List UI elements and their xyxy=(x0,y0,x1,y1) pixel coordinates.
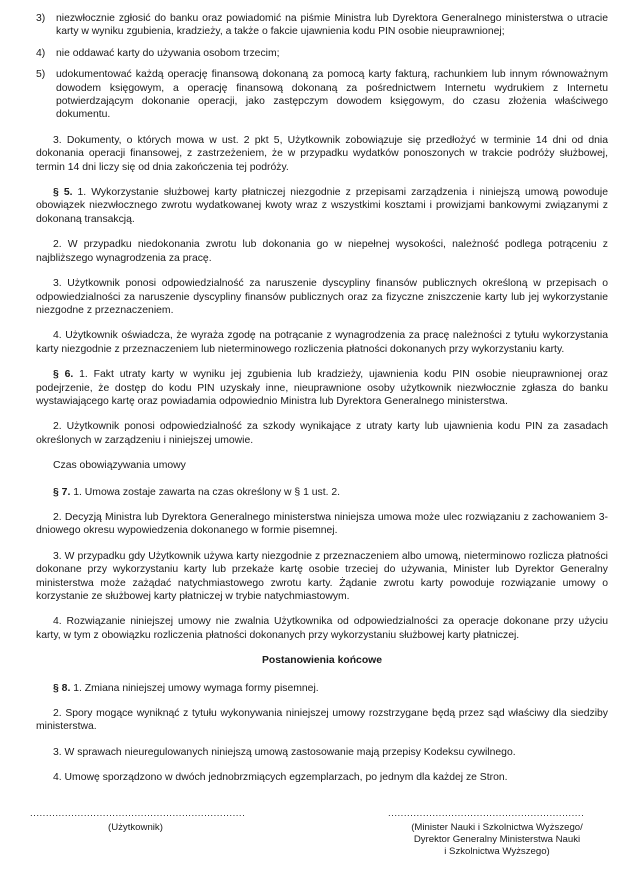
list-item-3 xyxy=(36,12,608,39)
section7-paragraph-2: 2. Decyzją Ministra lub Dyrektora Generalnego ministerstwa niniejsza umowa może ulec rozwiązaniu z zachowaniem 3-dniowego okresu wypowiedzenia dokonanego w formie pisemnej. xyxy=(36,511,608,537)
section7-paragraph-4: 4. Rozwiązanie niniejszej umowy nie zwalnia Użytkownika od odpowiedzialności za operacje dokonane przy użyciu karty, w tym z obowiązku rozliczenia płatności dokonanych przy wykorzystaniu służbowej karty płatniczej. xyxy=(36,616,608,641)
section8-paragraph-3: 3. W sprawach nieuregulowanych niniejszą umową zastosowanie mają przepisy Kodeksu cywilnego. xyxy=(53,746,516,758)
signature-line: .................................................................... xyxy=(30,808,246,819)
list-item-text: niezwłocznie zgłosić do banku oraz powiadomić na piśmie Ministra lub Dyrektora Generalnego ministerstwa o utracie karty w wyniku zgubienia, kradzieży, a także o fakcie ujawnienia kodu PIN osobie nieuprawnionej; xyxy=(56,13,608,38)
section5-paragraph-2: 2. W przypadku niedokonania zwrotu lub dokonania go w niepełnej wysokości, należność podlega potrąceniu z najbliższego wynagrodzenia za pracę. xyxy=(36,239,608,264)
list-item-5 xyxy=(36,68,608,122)
minister-signature-caption-line-3: i Szkolnictwa Wyższego) xyxy=(444,846,550,857)
final-provisions-heading: Postanowienia końcowe xyxy=(261,655,383,667)
section5-paragraph-4: 4. Użytkownik oświadcza, że wyraża zgodę na potrącanie z wynagrodzenia za pracę należności z tytułu wykorzystania karty niezgodnie z przeznaczeniem lub nieterminowego rozliczenia płatności dokonanych przy wykorzystaniu karty. xyxy=(36,330,608,355)
section5-marker: § 5. xyxy=(53,187,73,199)
section5-paragraph-3: 3. Użytkownik ponosi odpowiedzialność za naruszenie dyscypliny finansów publicznych określoną w przepisach o odpowiedzialności za naruszenie dyscypliny finansów publicznych oraz za fizyczne zniszczenie karty lub jej wykorzystanie niezgodne z przeznaczeniem. xyxy=(36,278,608,316)
section8-paragraph-2: 2. Spory mogące wyniknąć z tytułu wykonywania niniejszej umowy rozstrzygane będą przez sąd właściwy dla siedziby ministerstwa. xyxy=(36,708,608,733)
section8-p1-text: 1. Zmiana niniejszej umowy wymaga formy pisemnej. xyxy=(70,682,319,694)
section5-paragraph-1 xyxy=(36,186,608,226)
section7-paragraph-1 xyxy=(36,486,608,499)
section6-p1-text: 1. Fakt utraty karty w wyniku jej zgubienia lub kradzieży, ujawnienia kodu PIN osobie nieuprawnionej oraz podejrzenie, że dostęp do kodu PIN uzyskały inne, nieuprawnione osoby użytkownik niezwłocznie zgłasza do banku wystawiającego kartę oraz powiadamia odpowiednio Ministra lub Dyrektora Generalnego ministerstwa. xyxy=(36,369,608,407)
user-signature-caption: (Użytkownik) xyxy=(108,822,163,833)
section7-p1-text: 1. Umowa zostaje zawarta na czas określony w § 1 ust. 2. xyxy=(70,486,341,498)
list-item-text: nie oddawać karty do używania osobom trzecim; xyxy=(56,47,280,59)
section8-paragraph-4: 4. Umowę sporządzono w dwóch jednobrzmiących egzemplarzach, po jednym dla każdej ze Stron. xyxy=(53,772,508,784)
minister-signature-caption-line-1: (Minister Nauki i Szkolnictwa Wyższego/ xyxy=(411,822,583,833)
section7-marker: § 7. xyxy=(53,486,71,498)
user-signature xyxy=(30,808,270,858)
section6-marker: § 6. xyxy=(53,369,74,381)
signature-block xyxy=(30,808,606,858)
section6-paragraph-2: 2. Użytkownik ponosi odpowiedzialność za szkody wynikające z utraty karty lub ujawnienia kodu PIN za zasadach określonych w zarządzeniu i niniejszej umowie. xyxy=(36,421,608,446)
minister-signature-caption-line-2: Dyrektor Generalny Ministerstwa Nauki xyxy=(413,834,581,845)
list-item-number: 4) xyxy=(36,47,46,59)
list-item-number: 5) xyxy=(36,69,46,81)
minister-signature xyxy=(388,808,606,858)
term-heading: Czas obowiązywania umowy xyxy=(53,460,186,472)
section7-paragraph-3: 3. W przypadku gdy Użytkownik używa karty niezgodnie z przeznaczeniem albo umową, nieterminowo rozlicza płatności dokonane przy wykorzystaniu karty lub przekaże kartę osobie trzeciej do używania, Minister lub Dyrektor Generalny ministerstwa może zażądać natychmiastowego zwrotu karty. Żądanie zwrotu karty powoduje rozwiązanie umowy o korzystanie ze służbowej karty płatniczej w trybie natychmiastowym. xyxy=(36,550,608,602)
section8-marker: § 8. xyxy=(53,682,71,694)
list-item-text: udokumentować każdą operację finansową dokonaną za pomocą karty fakturą, rachunkiem lub innym równoważnym dowodem księgowym, a operację finansową dokonaną za pośrednictwem Internetu wydrukiem z Internetu potwierdzającym dokonanie operacji, jako zastępczym dowodem księgowym, do czasu złożenia właściwego dokumentu. xyxy=(56,69,608,121)
section4-paragraph-3: 3. Dokumenty, o których mowa w ust. 2 pkt 5, Użytkownik zobowiązuje się przedłożyć w terminie 14 dni od dnia dokonania operacji finansowej, z zastrzeżeniem, że w przypadku wydatków ponoszonych w trakcie podróży służbowej, termin 14 dni liczy się od dnia zakończenia tej podróży. xyxy=(36,134,608,173)
signature-line: .............................................................. xyxy=(388,808,585,819)
section5-p1-text: 1. Wykorzystanie służbowej karty płatniczej niezgodnie z przepisami zarządzenia i niniejszą umową powoduje obowiązek niezwłocznego zwrotu wydatkowanej kwoty wraz z wszystkimi kosztami i prowizjami bankowymi związanymi z dokonaną transakcją. xyxy=(36,187,608,225)
list-item-4 xyxy=(36,47,608,60)
section6-paragraph-1 xyxy=(36,368,608,408)
section8-paragraph-1 xyxy=(36,682,608,695)
list-item-number: 3) xyxy=(36,13,46,24)
